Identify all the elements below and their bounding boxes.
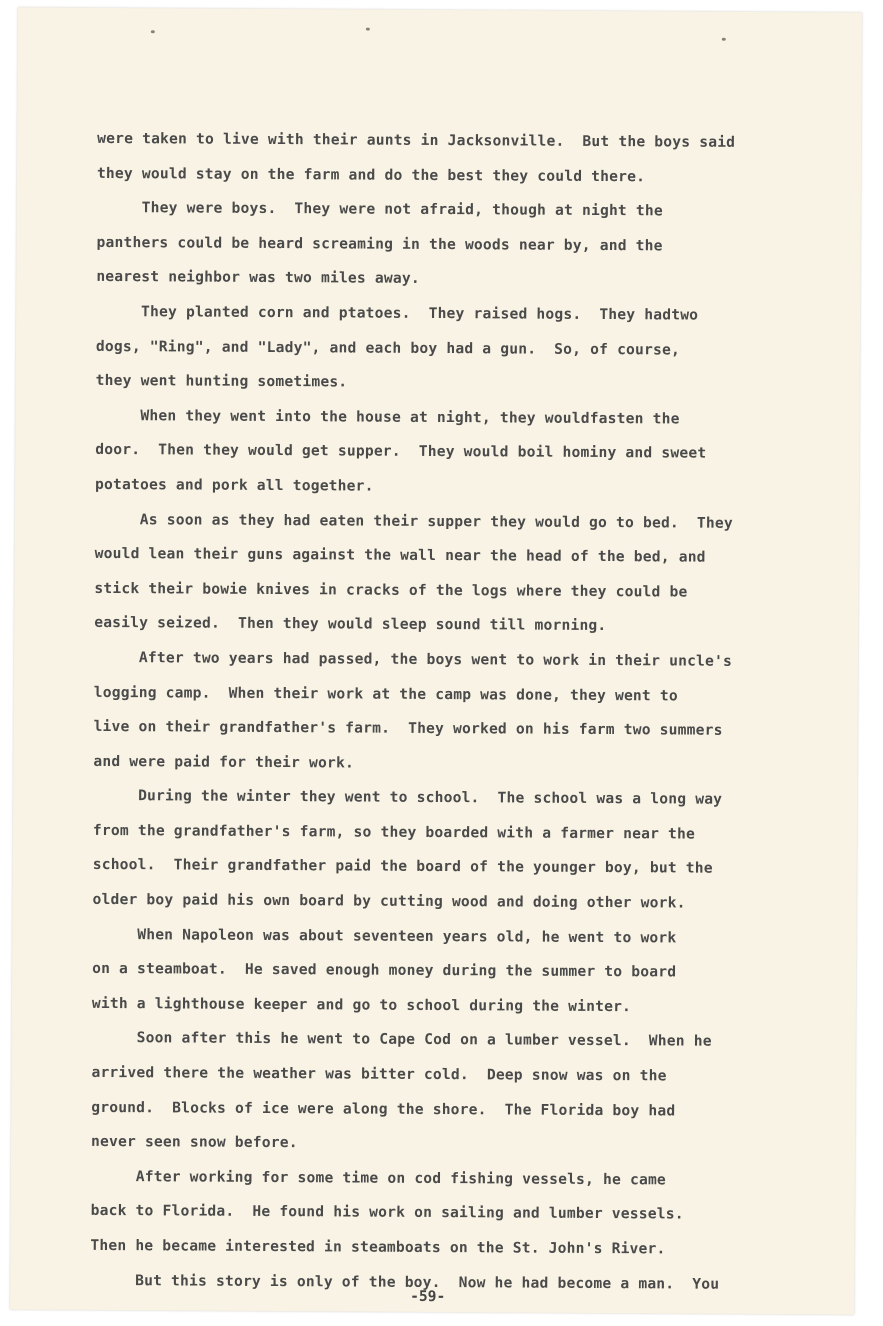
text-line: with a lighthouse keeper and go to school during the winter. — [91, 994, 632, 1016]
text-line: they went hunting sometimes. — [95, 372, 348, 391]
text-line: school. Their grandfather paid the board of the younger boy, but the — [92, 856, 713, 878]
text-line: they would stay on the farm and do the best they could there. — [96, 164, 646, 185]
text-line: When Napoleon was about seventeen years old, he went to work — [92, 925, 677, 947]
page-number: -59- — [410, 1287, 446, 1306]
text-line: nearest neighbor was two miles away. — [96, 268, 420, 288]
text-line: ground. Blocks of ice were along the shore. The Florida boy had — [91, 1098, 676, 1120]
text-line: Then he became interested in steamboats on the St. John's River. — [90, 1236, 666, 1258]
text-line: back to Florida. He found his work on sailing and lumber vessels. — [90, 1202, 684, 1223]
text-line: When they went into the house at night, they wouldfasten the — [95, 406, 680, 428]
text-line: arrived there the weather was bitter cold. Deep snow was on the — [91, 1063, 667, 1085]
ink-speck — [366, 28, 370, 31]
text-line: were taken to live with their aunts in Jacksonville. But the boys said — [97, 129, 736, 151]
text-line: dogs, "Ring", and "Lady", and each boy had a gun. So, of course, — [95, 337, 681, 359]
text-line: After working for some time on cod fishing vessels, he came — [90, 1167, 667, 1189]
text-line: door. Then they would get supper. They would boil hominy and sweet — [95, 441, 707, 462]
text-line: easily seized. Then they would sleep sound till morning. — [94, 614, 607, 635]
ink-speck — [151, 30, 155, 33]
text-line: from the grandfather's farm, so they boarded with a farmer near the — [92, 821, 696, 843]
text-line: As soon as they had eaten their supper they would go to bed. They — [94, 510, 733, 532]
text-line: potatoes and pork all together. — [95, 475, 374, 495]
text-line: They were boys. They were not afraid, though at night the — [96, 199, 663, 220]
text-line: logging camp. When their work at the camp was done, they went to — [93, 683, 678, 704]
ink-speck — [722, 38, 726, 41]
text-line: would lean their guns against the wall near the head of the bed, and — [94, 545, 706, 566]
text-line: After two years had passed, the boys went to work in their uncle's — [93, 648, 733, 670]
text-line: Soon after this he went to Cape Cod on a lumber vessel. When he — [91, 1029, 712, 1051]
text-line: never seen snow before. — [91, 1133, 298, 1152]
text-line: They planted corn and ptatoes. They raised hogs. They hadtwo — [96, 302, 699, 324]
text-line: older boy paid his own board by cutting wood and doing other work. — [92, 890, 686, 912]
text-line: stick their bowie knives in cracks of the logs where they could be — [94, 579, 688, 601]
text-line: panthers could be heard screaming in the woods near by, and the — [96, 233, 663, 255]
text-line: During the winter they went to school. The school was a long way — [93, 787, 723, 809]
typed-text-body — [90, 122, 817, 1306]
text-line: live on their grandfather's farm. They worked on his farm two summers — [93, 718, 723, 739]
text-line: and were paid for their work. — [93, 752, 355, 772]
document-page — [10, 7, 862, 1314]
text-line: But this story is only of the boy. Now he had become a man. You — [90, 1271, 720, 1293]
text-line: on a steamboat. He saved enough money during the summer to board — [92, 960, 677, 981]
